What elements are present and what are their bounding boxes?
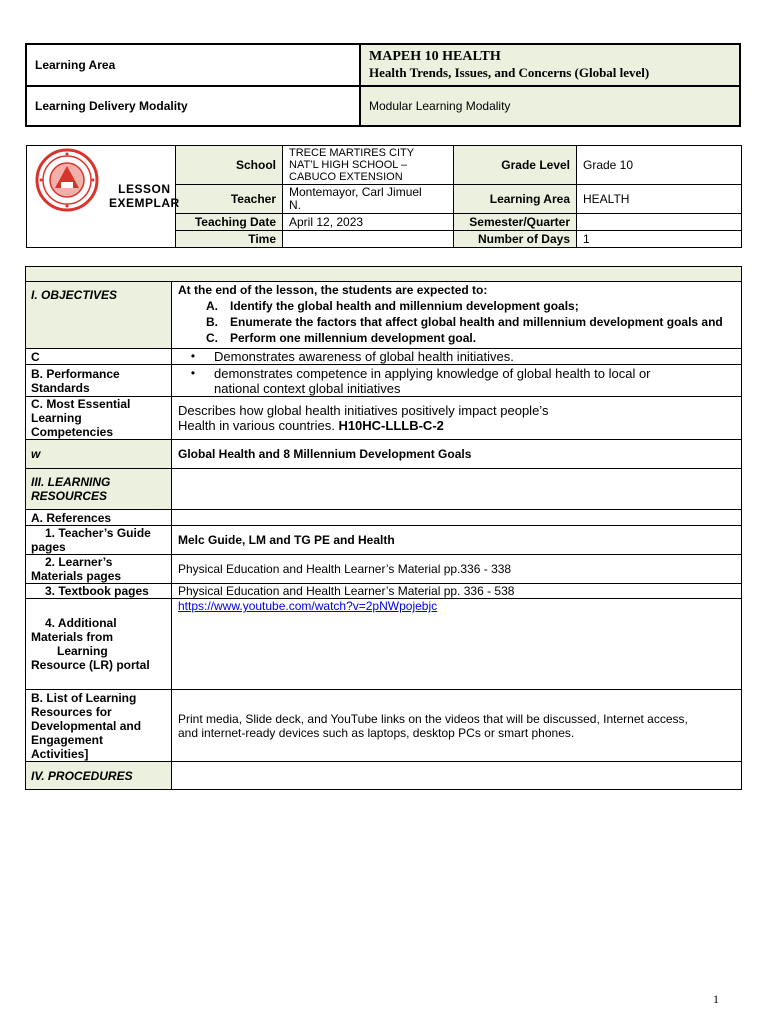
objectives-intro: At the end of the lesson, the students are expected to:	[178, 283, 488, 297]
procedures-label: IV. PROCEDURES	[26, 762, 172, 790]
number-of-days-label: Number of Days	[454, 231, 577, 248]
teaching-date-value: April 12, 2023	[283, 214, 454, 231]
melc-label: C. Most Essential Learning Competencies	[26, 397, 172, 440]
learning-resources-label: III. LEARNING RESOURCES	[26, 469, 172, 510]
additional-materials-label: 4. Additional Materials from Learning Resource (LR) portal	[26, 599, 172, 690]
teacher-value: Montemayor, Carl Jimuel N.	[283, 185, 454, 214]
school-label: School	[176, 146, 283, 185]
lesson-exemplar-label: LESSON EXEMPLAR	[109, 182, 180, 210]
learning-area-subtitle: Health Trends, Issues, and Concerns (Global level)	[369, 65, 650, 80]
number-of-days-value: 1	[577, 231, 742, 248]
learning-area-label: Learning Area	[26, 44, 360, 86]
learning-area-title: MAPEH 10 HEALTH	[369, 49, 501, 64]
melc-code: H10HC-LLLB-C-2	[338, 418, 444, 433]
lesson-plan-table	[25, 266, 742, 790]
learning-area-label-2: Learning Area	[454, 185, 577, 214]
content-standards-label: C	[26, 349, 172, 365]
modality-value: Modular Learning Modality	[360, 86, 740, 126]
learning-area-value	[360, 44, 740, 86]
info-table	[26, 145, 742, 248]
teachers-guide-value: Melc Guide, LM and TG PE and Health	[172, 526, 742, 555]
logo-cell	[27, 146, 180, 248]
objective-item: A. Identify the global health and millennium development goals;	[206, 299, 579, 313]
teachers-guide-label: 1. Teacher’s Guide pages	[26, 526, 172, 555]
page-number: 1	[713, 992, 719, 1006]
learners-materials-value: Physical Education and Health Learner’s Material pp.336 - 338	[172, 555, 742, 584]
objectives-label: I. OBJECTIVES	[26, 282, 172, 349]
school-seal-icon	[35, 148, 99, 212]
performance-standards-label: B. Performance Standards	[26, 365, 172, 397]
performance-standards-cell: • demonstrates competence in applying knowledge of global health to local or national context global initiatives	[172, 365, 742, 397]
grade-level-label: Grade Level	[454, 146, 577, 185]
objective-item: B. Enumerate the factors that affect global health and millennium development goals and	[206, 315, 723, 329]
time-label: Time	[176, 231, 283, 248]
content-standards-text: Demonstrates awareness of global health initiatives.	[214, 349, 514, 364]
semester-value	[577, 214, 742, 231]
teacher-label: Teacher	[176, 185, 283, 214]
learning-resources-cell	[172, 469, 742, 510]
content-label: w	[26, 440, 172, 469]
references-label: A. References	[26, 510, 172, 526]
objectives-cell	[172, 282, 742, 349]
semester-label: Semester/Quarter	[454, 214, 577, 231]
learners-materials-label: 2. Learner’s Materials pages	[26, 555, 172, 584]
learning-area-value-2: HEALTH	[577, 185, 742, 214]
learning-resources-list-text: Print media, Slide deck, and YouTube links on the videos that will be discussed, Internet access, and internet-ready devices such as laptops, desktop PCs or smart phones.	[172, 690, 742, 762]
procedures-cell	[172, 762, 742, 790]
youtube-link[interactable]: https://www.youtube.com/watch?v=2pNWpojebjc	[178, 599, 438, 613]
plan-header-row	[26, 267, 742, 282]
header-table	[25, 43, 741, 127]
content-text: Global Health and 8 Millennium Development Goals	[172, 440, 742, 469]
textbook-pages-label: 3. Textbook pages	[26, 584, 172, 599]
objective-item: C. Perform one millennium development goal.	[206, 331, 477, 345]
additional-materials-cell	[172, 599, 742, 690]
modality-label: Learning Delivery Modality	[26, 86, 360, 126]
teaching-date-label: Teaching Date	[176, 214, 283, 231]
grade-level-value: Grade 10	[577, 146, 742, 185]
school-value: TRECE MARTIRES CITY NAT’L HIGH SCHOOL – CABUCO EXTENSION	[283, 146, 454, 185]
time-value	[283, 231, 454, 248]
melc-cell: Describes how global health initiatives positively impact people’s Health in various countries. H10HC-LLLB-C-2	[172, 397, 742, 440]
objectives-list	[178, 299, 735, 345]
content-standards-cell: • Demonstrates awareness of global health initiatives.	[172, 349, 742, 365]
textbook-pages-value: Physical Education and Health Learner’s Material pp. 336 - 538	[172, 584, 742, 599]
performance-standards-text: demonstrates competence in applying knowledge of global health to local or national context global initiatives	[214, 365, 651, 396]
learning-resources-list-label: B. List of Learning Resources for Developmental and Engagement Activities]	[26, 690, 172, 762]
references-cell	[172, 510, 742, 526]
